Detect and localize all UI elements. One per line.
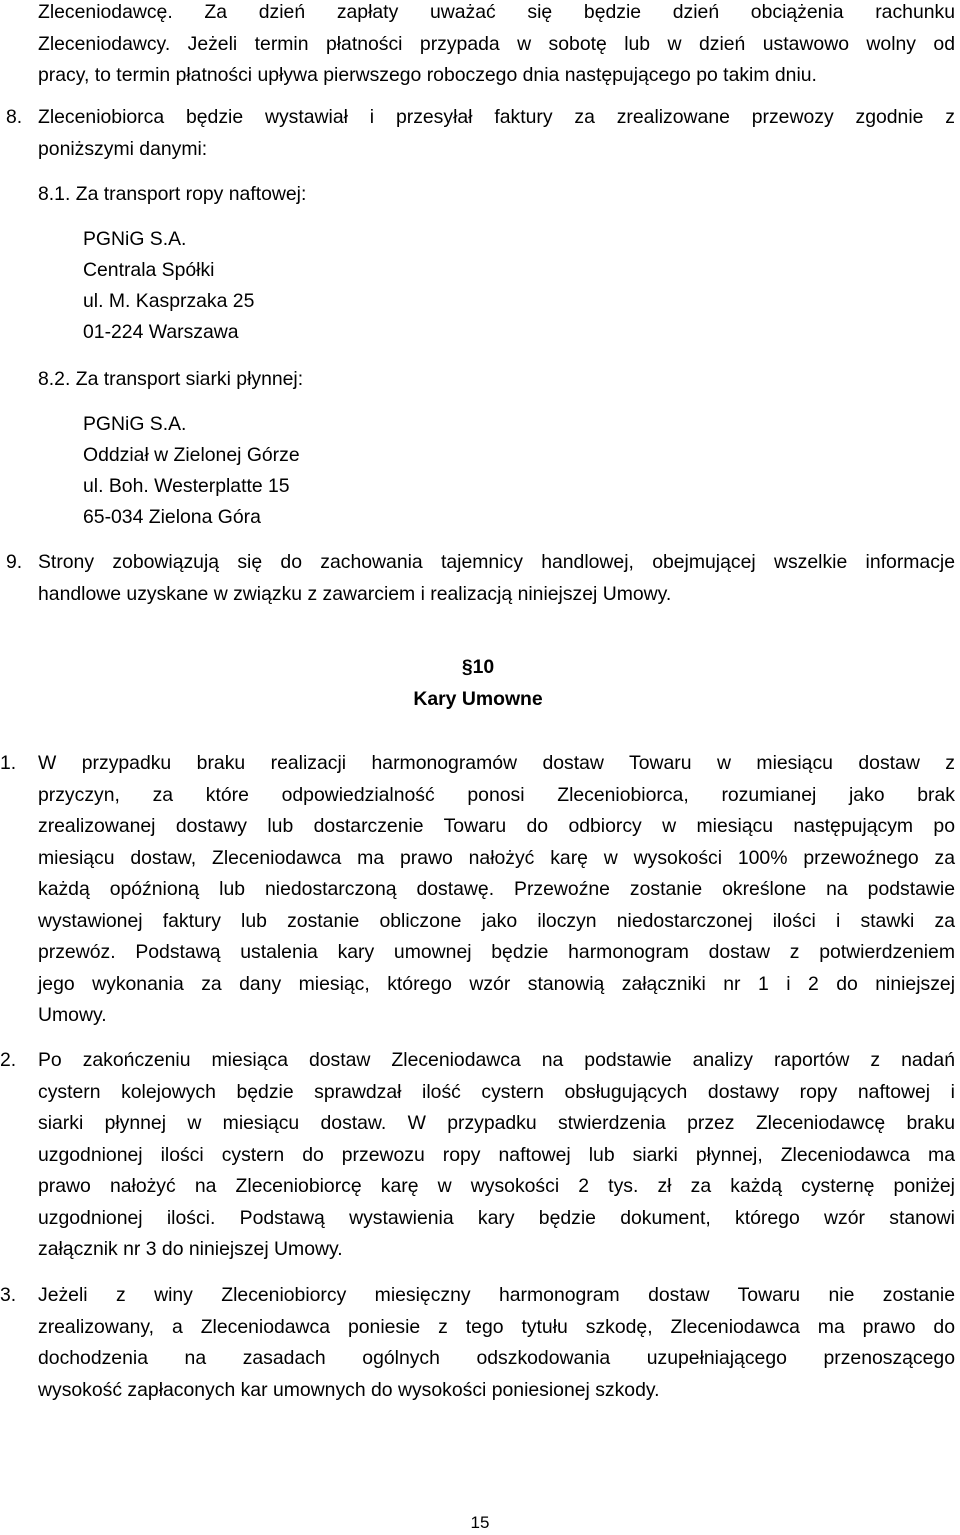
text-line: wystawionej faktury lub zostanie obliczone jako iloczyn niedostarczonej ilości i stawki za bbox=[38, 909, 955, 932]
text-line: załącznik nr 3 do niniejszej Umowy. bbox=[38, 1238, 343, 1260]
penalty-1-text bbox=[38, 748, 955, 1032]
section-heading-number bbox=[0, 656, 958, 679]
penalty-2-number: 2. bbox=[0, 1049, 17, 1071]
text-line: Umowy. bbox=[38, 1004, 107, 1026]
page-number: 15 bbox=[470, 1513, 490, 1532]
address-line: PGNiG S.A. bbox=[83, 413, 187, 435]
text-line: W przypadku braku realizacji harmonogramów dostaw Towaru w miesiącu dostaw z bbox=[38, 752, 955, 774]
section-number: 10 bbox=[472, 656, 495, 678]
address-line: Centrala Spółki bbox=[83, 259, 215, 281]
text-line: Po zakończeniu miesiąca dostaw Zleceniodawca na podstawie analizy raportów z nadań bbox=[38, 1049, 955, 1071]
text-line: prawo nałożyć na Zleceniobiorcę karę w wysokości 2 tys. zł za każdą cysternę poniżej bbox=[38, 1175, 955, 1197]
address-line: 01-224 Warszawa bbox=[83, 321, 239, 343]
text-line: uzgodnionej ilości. Podstawą wystawienia kary będzie dokument, którego wzór stanowi bbox=[38, 1206, 955, 1229]
text-line: wysokość zapłaconych kar umownych do wysokości poniesionej szkody. bbox=[38, 1378, 660, 1401]
address-line: ul. Boh. Westerplatte 15 bbox=[83, 475, 290, 497]
text-line: Zleceniodawcę. Za dzień zapłaty uważać się będzie dzień obciążenia rachunku bbox=[38, 1, 955, 23]
item-8-text bbox=[38, 102, 955, 165]
text-line: jego wykonania za dany miesiąc, którego wzór stanowią załączniki nr 1 i 2 do niniejszej bbox=[38, 972, 955, 995]
item-8-2-label: 8.2. Za transport siarki płynnej: bbox=[38, 368, 304, 390]
text-line: przewóz. Podstawą ustalenia kary umownej będzie harmonogram dostaw z potwierdzeniem bbox=[38, 941, 955, 963]
text-line: miesiącu dostaw, Zleceniodawca ma prawo nałożyć karę w wysokości 100% przewoźnego za bbox=[38, 846, 955, 869]
address-block-zielona-gora bbox=[83, 409, 300, 533]
penalty-1-number: 1. bbox=[0, 752, 17, 774]
text-line: każdą opóźnioną lub niedostarczoną dostawę. Przewoźne zostanie określone na podstawie bbox=[38, 878, 955, 900]
item-9-text bbox=[38, 547, 955, 610]
item-9-number: 9. bbox=[6, 551, 23, 573]
address-line: Oddział w Zielonej Górze bbox=[83, 444, 300, 466]
section-heading-title: Kary Umowne bbox=[413, 688, 543, 710]
address-line: PGNiG S.A. bbox=[83, 228, 187, 250]
section-symbol: § bbox=[461, 656, 473, 678]
text-line: pracy, to termin płatności upływa pierwszego roboczego dnia następującego po takim dniu. bbox=[38, 64, 817, 86]
text-line: zrealizowanej dostawy lub dostarczenie Towaru do odbiorcy w miesiącu następującym po bbox=[38, 815, 955, 837]
text-line: Jeżeli z winy Zleceniobiorcy miesięczny harmonogram dostaw Towaru nie zostanie bbox=[38, 1284, 955, 1306]
address-line: 65-034 Zielona Góra bbox=[83, 506, 261, 528]
text-line: przyczyn, za które odpowiedzialność ponosi Zleceniobiorca, rozumianej jako brak bbox=[38, 783, 955, 806]
text-line: Zleceniobiorca będzie wystawiał i przesyłał faktury za zrealizowane przewozy zgodnie z bbox=[38, 106, 955, 128]
penalty-3-number: 3. bbox=[0, 1284, 17, 1306]
text-line: zrealizowany, a Zleceniodawca poniesie z tego tytułu szkodę, Zleceniodawca ma prawo do bbox=[38, 1315, 955, 1338]
penalty-2-text bbox=[38, 1045, 955, 1266]
item-8-1-label: 8.1. Za transport ropy naftowej: bbox=[38, 183, 307, 205]
text-line: cystern kolejowych będzie sprawdzał ilość cystern obsługujących dostawy ropy naftowej i bbox=[38, 1080, 955, 1103]
text-line: dochodzenia na zasadach ogólnych odszkodowania uzupełniającego przenoszącego bbox=[38, 1347, 955, 1369]
text-line: handlowe uzyskane w związku z zawarciem i realizacją niniejszej Umowy. bbox=[38, 582, 672, 605]
item-8-number: 8. bbox=[6, 106, 23, 128]
text-line: Strony zobowiązują się do zachowania tajemnicy handlowej, obejmującej wszelkie informacje bbox=[38, 551, 955, 573]
address-line: ul. M. Kasprzaka 25 bbox=[83, 290, 255, 312]
text-line: Zleceniodawcy. Jeżeli termin płatności przypada w sobotę lub w dzień ustawowo wolny od bbox=[38, 32, 955, 55]
text-line: siarki płynnej w miesiącu dostaw. W przypadku stwierdzenia przez Zleceniodawcę braku bbox=[38, 1112, 955, 1134]
top-paragraph bbox=[38, 0, 955, 92]
text-line: uzgodnionej ilości cystern do przewozu ropy naftowej lub siarki płynnej, Zleceniodawca ma bbox=[38, 1143, 955, 1166]
address-block-warszawa bbox=[83, 224, 254, 348]
penalty-3-text bbox=[38, 1280, 955, 1406]
text-line: poniższymi danymi: bbox=[38, 137, 208, 160]
